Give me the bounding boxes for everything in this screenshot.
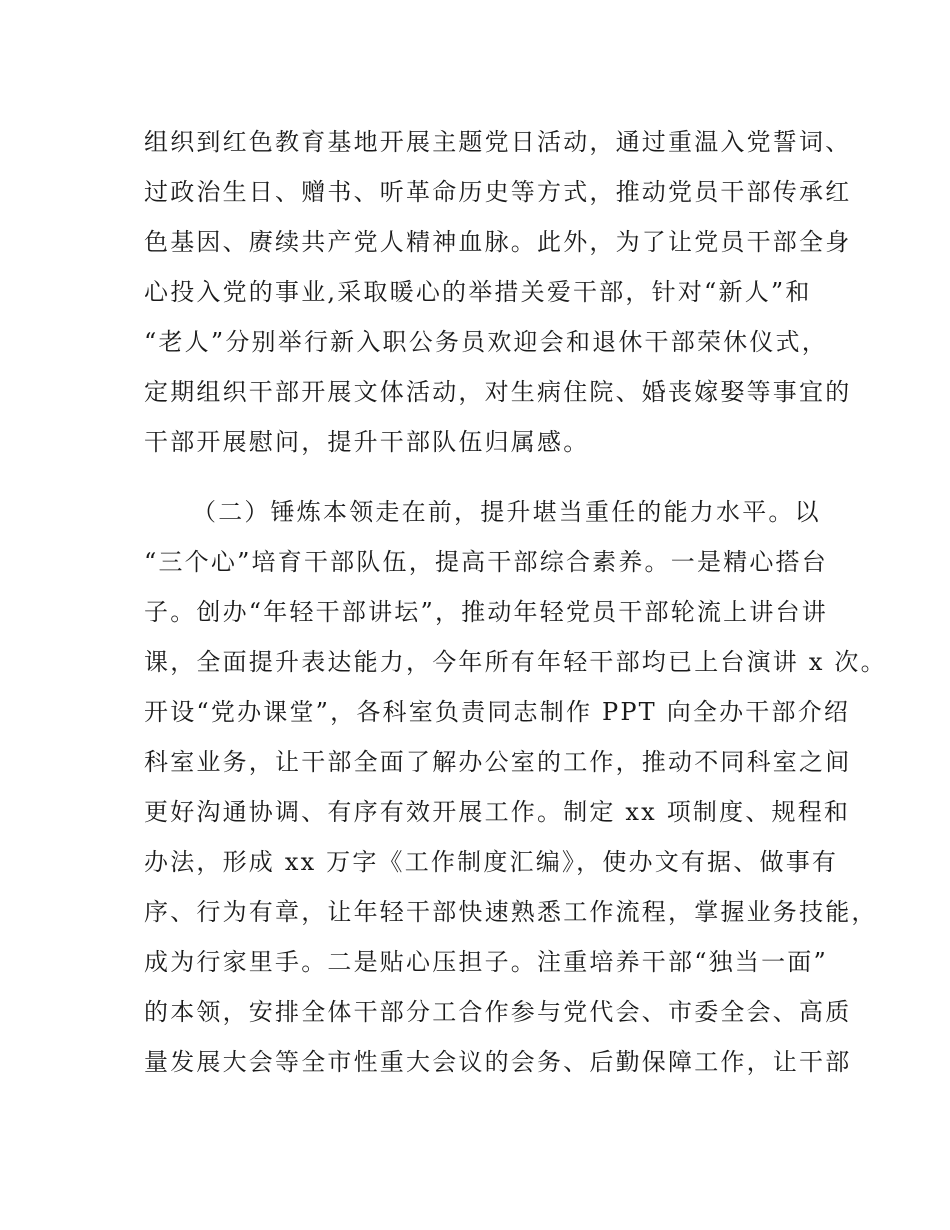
paragraph-1-line-1: 组织到红色教育基地开展主题党日活动，通过重温入党誓词、 — [144, 128, 852, 156]
paragraph-2-line-2: “三个心”培育干部队伍，提高干部综合素养。一是精心搭台 — [144, 548, 828, 576]
paragraph-2-line-6: 科室业务，让干部全面了解办公室的工作，推动不同科室之间 — [144, 748, 852, 776]
paragraph-2-line-12: 量发展大会等全市性重大会议的会务、后勤保障工作，让干部 — [144, 1048, 852, 1076]
paragraph-2-line-10: 成为行家里手。二是贴心压担子。注重培养干部“独当一面” — [144, 948, 828, 976]
paragraph-2-line-9: 序、行为有章，让年轻干部快速熟悉工作流程，掌握业务技能， — [144, 898, 878, 926]
paragraph-1-line-7: 干部开展慰问，提升干部队伍归属感。 — [144, 428, 590, 456]
paragraph-1-line-6: 定期组织干部开展文体活动，对生病住院、婚丧嫁娶等事宜的 — [144, 378, 852, 406]
paragraph-2-line-3: 子。创办“年轻干部讲坛”，推动年轻党员干部轮流上讲台讲 — [144, 598, 828, 626]
paragraph-1-line-5: “老人”分别举行新入职公务员欢迎会和退休干部荣休仪式， — [144, 328, 828, 356]
paragraph-2-line-5: 开设“党办课堂”，各科室负责同志制作 PPT 向全办干部介绍 — [144, 698, 851, 726]
paragraph-2-line-13 — [144, 1095, 844, 1129]
paragraph-1-line-4: 心投入党的事业,采取暖心的举措关爱干部，针对“新人”和 — [144, 278, 812, 306]
paragraph-2-line-11: 的本领，安排全体干部分工合作参与党代会、市委全会、高质 — [144, 998, 852, 1026]
paragraph-1-line-3: 色基因、赓续共产党人精神血脉。此外，为了让党员干部全身 — [144, 228, 852, 256]
section-heading-line: （二）锤炼本领走在前，提升堪当重任的能力水平。以 — [192, 498, 821, 526]
paragraph-2-line-8: 办法，形成 xx 万字《工作制度汇编》，使办文有据、做事有 — [144, 848, 839, 876]
paragraph-2-line-7: 更好沟通协调、有序有效开展工作。制定 xx 项制度、规程和 — [144, 798, 851, 826]
paragraph-1-line-2: 过政治生日、赠书、听革命历史等方式，推动党员干部传承红 — [144, 178, 852, 206]
paragraph-2-line-4: 课，全面提升表达能力，今年所有年轻干部均已上台演讲 x 次。 — [144, 648, 887, 676]
